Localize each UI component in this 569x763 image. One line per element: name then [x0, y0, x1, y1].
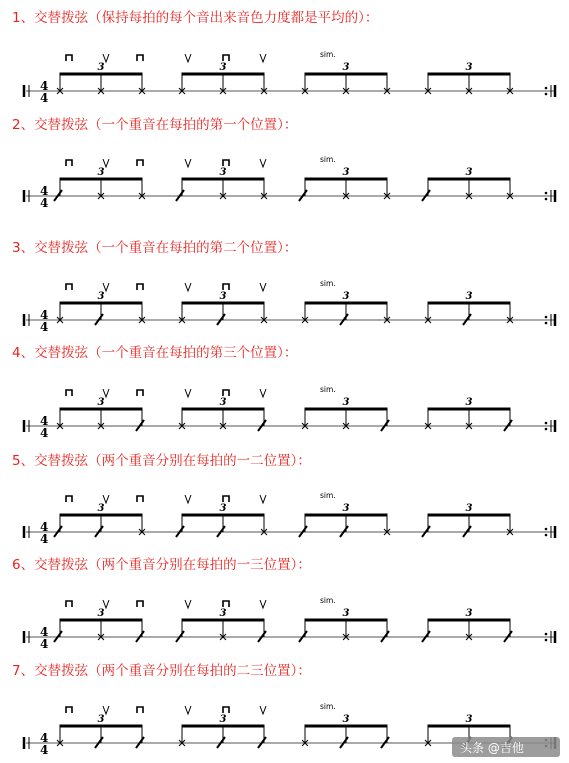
- triplet-number: 3: [219, 62, 227, 73]
- triplet-number: 3: [465, 503, 473, 514]
- exercise-title: 4、交替拨弦（一个重音在每拍的第三个位置）：: [12, 345, 298, 361]
- time-signature-bottom: 4: [40, 532, 49, 546]
- repeat-dot: [545, 422, 548, 425]
- upstroke-icon: [185, 495, 191, 503]
- repeat-dot: [545, 192, 548, 195]
- time-signature-top: 4: [40, 184, 49, 198]
- repeat-dot: [545, 322, 548, 325]
- triplet-number: 3: [219, 608, 227, 619]
- downstroke-icon: [137, 707, 143, 713]
- triplet-number: 3: [465, 62, 473, 73]
- downstroke-icon: [223, 496, 229, 502]
- sim-marking: sim.: [320, 50, 336, 59]
- triplet-number: 3: [219, 397, 227, 408]
- upstroke-icon: [260, 600, 266, 608]
- triplet-number: 3: [219, 167, 227, 178]
- downstroke-icon: [137, 390, 143, 396]
- downstroke-icon: [66, 390, 72, 396]
- exercise-6: [12, 556, 555, 651]
- upstroke-icon: [185, 706, 191, 714]
- downstroke-icon: [66, 707, 72, 713]
- time-signature-bottom: 4: [40, 743, 49, 757]
- time-signature-bottom: 4: [40, 320, 49, 334]
- upstroke-icon: [103, 600, 109, 608]
- triplet-number: 3: [219, 503, 227, 514]
- triplet-number: 3: [342, 503, 350, 514]
- triplet-number: 3: [97, 608, 105, 619]
- repeat-dot: [545, 633, 548, 636]
- exercise-title: 6、交替拨弦（两个重音分别在每拍的一三位置）：: [12, 557, 311, 573]
- repeat-dot: [545, 93, 548, 96]
- triplet-number: 3: [465, 397, 473, 408]
- triplet-number: 3: [97, 291, 105, 302]
- downstroke-icon: [223, 601, 229, 607]
- downstroke-icon: [137, 160, 143, 166]
- downstroke-icon: [137, 55, 143, 61]
- upstroke-icon: [260, 283, 266, 291]
- triplet-number: 3: [342, 291, 350, 302]
- time-signature-top: 4: [40, 79, 49, 93]
- triplet-group: [302, 62, 390, 94]
- upstroke-icon: [185, 54, 191, 62]
- time-signature-top: 4: [40, 414, 49, 428]
- upstroke-icon: [185, 389, 191, 397]
- triplet-number: 3: [97, 503, 105, 514]
- sim-marking: sim.: [320, 155, 336, 164]
- exercise-2: [12, 116, 555, 210]
- triplet-group: [179, 62, 267, 94]
- repeat-dot: [545, 316, 548, 319]
- triplet-number: 3: [97, 397, 105, 408]
- downstroke-icon: [66, 601, 72, 607]
- upstroke-icon: [103, 706, 109, 714]
- triplet-number: 3: [97, 167, 105, 178]
- upstroke-icon: [260, 495, 266, 503]
- downstroke-icon: [137, 496, 143, 502]
- repeat-dot: [545, 428, 548, 431]
- downstroke-icon: [137, 284, 143, 290]
- time-signature-bottom: 4: [40, 196, 49, 210]
- exercise-3: [12, 239, 555, 334]
- upstroke-icon: [260, 706, 266, 714]
- triplet-number: 3: [97, 62, 105, 73]
- upstroke-icon: [185, 283, 191, 291]
- sim-marking: sim.: [320, 702, 336, 711]
- time-signature-top: 4: [40, 308, 49, 322]
- triplet-number: 3: [342, 397, 350, 408]
- triplet-number: 3: [219, 714, 227, 725]
- triplet-number: 3: [465, 714, 473, 725]
- downstroke-icon: [66, 55, 72, 61]
- time-signature-top: 4: [40, 520, 49, 534]
- upstroke-icon: [103, 495, 109, 503]
- downstroke-icon: [223, 284, 229, 290]
- triplet-number: 3: [219, 291, 227, 302]
- exercise-title: 3、交替拨弦（一个重音在每拍的第二个位置）：: [12, 240, 298, 256]
- time-signature-bottom: 4: [40, 426, 49, 440]
- exercise-4: [12, 344, 555, 440]
- triplet-group: [425, 62, 513, 94]
- repeat-dot: [545, 87, 548, 90]
- exercise-title: 5、交替拨弦（两个重音分别在每拍的一二位置）：: [12, 453, 311, 469]
- downstroke-icon: [223, 55, 229, 61]
- time-signature-top: 4: [40, 731, 49, 745]
- downstroke-icon: [137, 601, 143, 607]
- sim-marking: sim.: [320, 491, 336, 500]
- triplet-number: 3: [465, 291, 473, 302]
- downstroke-icon: [66, 496, 72, 502]
- upstroke-icon: [185, 600, 191, 608]
- upstroke-icon: [103, 159, 109, 167]
- upstroke-icon: [260, 389, 266, 397]
- triplet-number: 3: [342, 167, 350, 178]
- upstroke-icon: [103, 283, 109, 291]
- time-signature-bottom: 4: [40, 91, 49, 105]
- exercise-title: 2、交替拨弦（一个重音在每拍的第一个位置）：: [12, 117, 298, 133]
- upstroke-icon: [185, 159, 191, 167]
- triplet-number: 3: [97, 714, 105, 725]
- triplet-number: 3: [342, 62, 350, 73]
- watermark: [452, 737, 560, 757]
- repeat-dot: [545, 528, 548, 531]
- sim-marking: sim.: [320, 385, 336, 394]
- watermark-text: 头条 @吉他: [460, 741, 524, 755]
- downstroke-icon: [223, 390, 229, 396]
- triplet-number: 3: [465, 167, 473, 178]
- repeat-dot: [545, 534, 548, 537]
- sim-marking: sim.: [320, 279, 336, 288]
- exercise-5: [12, 452, 555, 546]
- triplet-number: 3: [465, 608, 473, 619]
- repeat-dot: [545, 639, 548, 642]
- upstroke-icon: [260, 159, 266, 167]
- downstroke-icon: [223, 707, 229, 713]
- downstroke-icon: [66, 284, 72, 290]
- sim-marking: sim.: [320, 596, 336, 605]
- downstroke-icon: [66, 160, 72, 166]
- exercise-title: 7、交替拨弦（两个重音分别在每拍的二三位置）：: [12, 663, 311, 679]
- upstroke-icon: [260, 54, 266, 62]
- exercise-title: 1、交替拨弦（保持每拍的每个音出来音色力度都是平均的）：: [12, 10, 379, 26]
- triplet-number: 3: [342, 608, 350, 619]
- exercise-1: [12, 9, 555, 105]
- downstroke-icon: [223, 160, 229, 166]
- repeat-dot: [545, 198, 548, 201]
- upstroke-icon: [103, 389, 109, 397]
- triplet-number: 3: [342, 714, 350, 725]
- time-signature-top: 4: [40, 625, 49, 639]
- time-signature-bottom: 4: [40, 637, 49, 651]
- upstroke-icon: [103, 54, 109, 62]
- triplet-group: [57, 62, 145, 94]
